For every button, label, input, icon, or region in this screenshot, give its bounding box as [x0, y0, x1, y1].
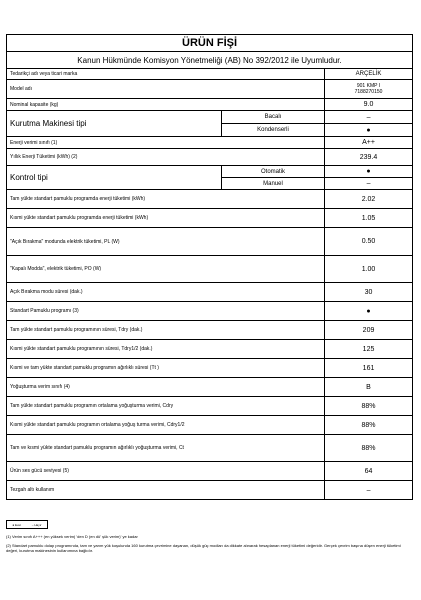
legend-no: – Hayır [31, 522, 42, 527]
standby-power-label: "Kapalı Modda", elektrik tüketimi, PO (W) [7, 256, 325, 283]
table-row [7, 359, 413, 378]
full-load-time-value: 209 [325, 321, 413, 340]
capacity-label: Nominal kapasite (kg) [7, 99, 325, 111]
table-row [7, 149, 413, 166]
table-row [7, 190, 413, 209]
capacity-value: 9.0 [325, 99, 413, 111]
table-row [7, 137, 413, 149]
table-row [7, 340, 413, 359]
product-fiche [6, 34, 412, 500]
partial-load-time-label: Kısmi yükte standart pamuklu programının süresi, Tdry1/2 (dak.) [7, 340, 325, 359]
model-label: Model adı [7, 80, 325, 99]
dryer-vented-label: Bacalı [222, 111, 325, 124]
control-auto-value: ● [325, 166, 413, 178]
dryer-type-label: Kurutma Makinesi tipi [7, 111, 222, 137]
table-row [7, 256, 413, 283]
builtin-label: Tezgah altı kullanım [7, 481, 325, 500]
energy-class-value: A++ [325, 137, 413, 149]
legend-yes: ● Evet [12, 522, 22, 527]
table-row [7, 69, 413, 80]
dryer-vented-value: – [325, 111, 413, 124]
regulation-subtitle: Kanun Hükmünde Komisyon Yönetmeliği (AB) No 392/2012 ile Uyumludur. [7, 52, 413, 69]
annual-energy-label: Yıllık Enerji Tüketimi (kWh) (2) [7, 149, 325, 166]
partial-load-energy-label: Kısmi yükte standart pamuklu programda enerji tüketimi (kWh) [7, 209, 325, 228]
dryer-condenser-label: Kondenserli [222, 124, 325, 137]
table-row [7, 209, 413, 228]
table-row [7, 481, 413, 500]
table-row [7, 99, 413, 111]
full-condensation-value: 88% [325, 397, 413, 416]
weighted-condensation-label: Tam ve kısmi yükte standart pamuklu programın ağırlıklı yoğuşturma verimi, Ct [7, 435, 325, 462]
partial-condensation-label: Kısmi yükte standart pamuklu programın ortalama yoğuş turma verimi, Cdry1/2 [7, 416, 325, 435]
weighted-condensation-value: 88% [325, 435, 413, 462]
table-row [7, 111, 413, 124]
control-auto-label: Otomatik [222, 166, 325, 178]
control-manual-value: – [325, 178, 413, 190]
standard-program-label: Standart Pamuklu programı (3) [7, 302, 325, 321]
left-on-duration-value: 30 [325, 283, 413, 302]
table-row [7, 166, 413, 178]
footnote-2: (2) Standart pamuklu dolap programında, tam ve yarım yük koşulunda 160 kurutma çevrimine dayanan, düşük güç modları da dikkate alınarak hesaplanan enerji tüketimi değeridir. Gerçek çevrim başına düşen enerji tüketimi değeri, kurutma makinesinin kullanımına bağlıdır. [6, 543, 401, 553]
off-mode-power-label: "Açık Bırakma" modunda elektrik tüketimi, PL (W) [7, 228, 325, 256]
brand-label: Tedarikçi adı veya ticari marka [7, 69, 325, 80]
table-row [7, 435, 413, 462]
table-row [7, 283, 413, 302]
weighted-time-value: 161 [325, 359, 413, 378]
noise-label: Ürün ses gücü seviyesi (5) [7, 462, 325, 481]
table-row [7, 462, 413, 481]
fiche-table [6, 34, 413, 500]
partial-load-energy-value: 1.05 [325, 209, 413, 228]
condensation-class-value: B [325, 378, 413, 397]
left-on-duration-label: Açık Bırakma modu süresi (dak.) [7, 283, 325, 302]
condensation-class-label: Yoğuşturma verim sınıfı (4) [7, 378, 325, 397]
subtitle-row [7, 52, 413, 69]
off-mode-power-value: 0.50 [325, 228, 413, 256]
model-value-name: 901 KMP I [356, 83, 381, 89]
brand-value: ARÇELİK [325, 69, 413, 80]
annual-energy-value: 239.4 [325, 149, 413, 166]
builtin-value: – [325, 481, 413, 500]
partial-load-time-value: 125 [325, 340, 413, 359]
noise-value: 64 [325, 462, 413, 481]
table-row [7, 321, 413, 340]
table-row [7, 416, 413, 435]
partial-condensation-value: 88% [325, 416, 413, 435]
table-row [7, 228, 413, 256]
dryer-condenser-value: ● [325, 124, 413, 137]
weighted-time-label: Kısmi ve tam yükte standart pamuklu programın ağırlıklı süresi (Tt ) [7, 359, 325, 378]
title-row [7, 35, 413, 52]
control-type-label: Kontrol tipi [7, 166, 222, 190]
fiche-title: ÜRÜN FİŞİ [7, 35, 413, 52]
table-row [7, 397, 413, 416]
full-load-energy-label: Tam yükte standart pamuklu programda enerji tüketimi (kWh) [7, 190, 325, 209]
full-load-energy-value: 2.02 [325, 190, 413, 209]
footnotes [6, 534, 412, 557]
table-row [7, 80, 413, 99]
control-manual-label: Manuel [222, 178, 325, 190]
standby-power-value: 1.00 [325, 256, 413, 283]
symbol-legend [6, 520, 48, 529]
table-row [7, 302, 413, 321]
table-row [7, 378, 413, 397]
full-condensation-label: Tam yükte standart pamuklu programın ortalama yoğuşturma verimi, Cdry [7, 397, 325, 416]
energy-class-label: Enerji verimi sınıfı (1) [7, 137, 325, 149]
model-value-code: 7188270150 [354, 89, 383, 95]
model-value [325, 80, 413, 99]
footnote-1: (1) Verim sınıfı A+++ (en yüksek verim) 'den D (en dü' şük verim)' ye kadar [6, 534, 138, 539]
full-load-time-label: Tam yükte standart pamuklu programının süresi, Tdry (dak.) [7, 321, 325, 340]
standard-program-value: ● [325, 302, 413, 321]
